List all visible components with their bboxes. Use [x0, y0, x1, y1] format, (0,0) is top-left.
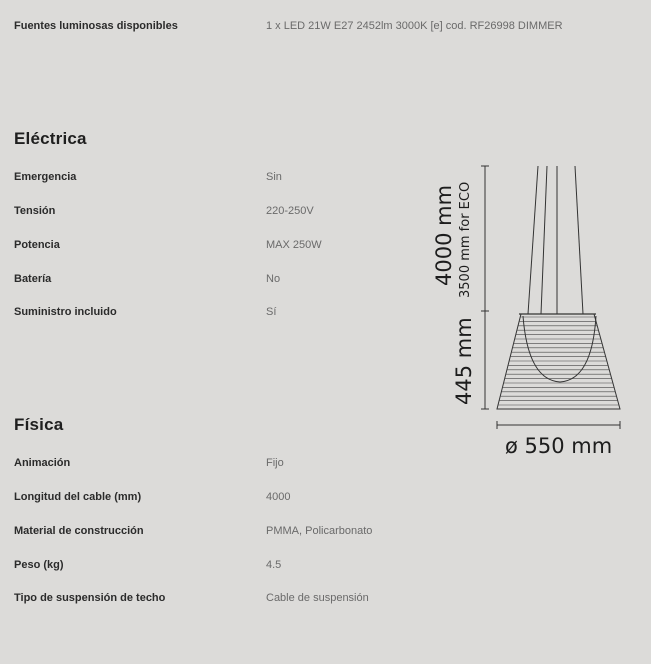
lamp-drawing	[420, 150, 645, 470]
light-sources-row	[14, 20, 634, 40]
row-label: Animación	[14, 457, 71, 469]
fisica-row-peso	[14, 559, 414, 579]
height-label: 445 mm	[452, 317, 476, 405]
row-value: 4000	[266, 491, 291, 503]
light-sources-label: Fuentes luminosas disponibles	[14, 20, 178, 32]
row-value: MAX 250W	[266, 239, 322, 251]
cable-length-label: 4000 mm	[432, 184, 456, 286]
row-value: PMMA, Policarbonato	[266, 525, 373, 537]
row-value: Sin	[266, 171, 282, 183]
row-label: Potencia	[14, 239, 60, 251]
row-value: 220-250V	[266, 205, 314, 217]
row-label: Tensión	[14, 205, 56, 217]
electrica-row-bateria	[14, 273, 414, 293]
diameter-label: ø 550 mm	[505, 434, 613, 458]
electrica-row-tension	[14, 205, 414, 225]
row-label: Suministro incluido	[14, 306, 117, 318]
shade-stripes	[490, 317, 630, 405]
fisica-row-material	[14, 525, 414, 545]
lamp-dimension-diagram	[420, 150, 645, 470]
cable-length-eco-label: 3500 mm for ECO	[458, 181, 473, 298]
row-value: No	[266, 273, 281, 285]
light-sources-value: 1 x LED 21W E27 2452lm 3000K [e] cod. RF26998 DIMMER	[266, 20, 563, 32]
row-label: Batería	[14, 273, 52, 285]
electrica-row-potencia	[14, 239, 414, 259]
fisica-row-animacion	[14, 457, 414, 477]
row-label: Emergencia	[14, 171, 77, 183]
fisica-row-longitud-cable	[14, 491, 414, 511]
fisica-title: Física	[14, 415, 64, 434]
row-label: Tipo de suspensión de techo	[14, 592, 166, 604]
lamp-shade	[490, 314, 630, 409]
electrica-row-suministro	[14, 306, 414, 326]
row-value: 4.5	[266, 559, 282, 571]
row-value: Sí	[266, 306, 277, 318]
electrica-title: Eléctrica	[14, 129, 87, 148]
electrica-row-emergencia	[14, 171, 414, 191]
row-label: Material de construcción	[14, 525, 144, 537]
suspension-cables	[528, 166, 583, 314]
vertical-dimension-line	[481, 166, 489, 409]
row-value: Fijo	[266, 457, 284, 469]
row-label: Peso (kg)	[14, 559, 64, 571]
row-value: Cable de suspensión	[266, 592, 369, 604]
fisica-row-suspension	[14, 592, 414, 612]
horizontal-dimension-line	[497, 421, 620, 429]
row-label: Longitud del cable (mm)	[14, 491, 142, 503]
